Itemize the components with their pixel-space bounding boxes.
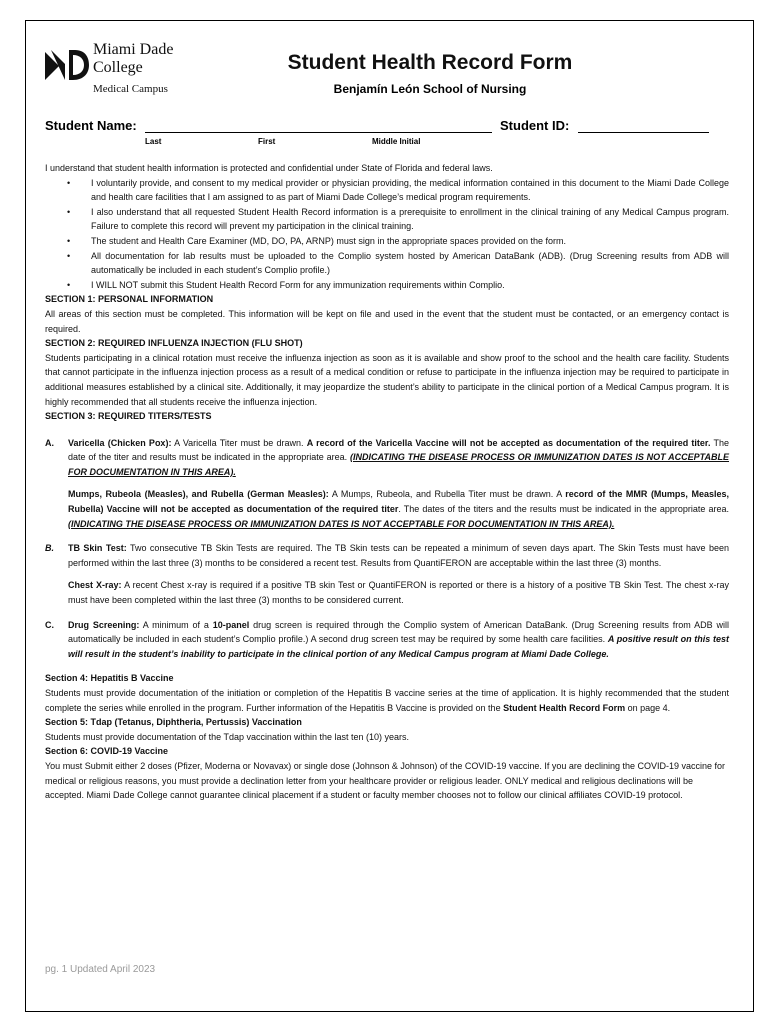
last-name-caption: Last: [145, 137, 162, 146]
xray-paragraph: [68, 578, 729, 607]
section3-item-b: [45, 541, 729, 607]
section4-heading: Section 4: Hepatitis B Vaccine: [45, 673, 174, 684]
logo-text-line2: College: [93, 59, 143, 76]
xray-text: A recent Chest x-ray is required if a positive TB skin Test or QuantiFERON is reported or there is a history of a positive TB Skin Test. The chest x-ray must have been completed within the last three (3) months to be considered current.: [68, 580, 730, 606]
middle-initial-caption: Middle Initial: [372, 137, 421, 146]
student-name-label: Student Name:: [45, 118, 137, 133]
logo-text-line1: Miami Dade: [93, 41, 174, 58]
drug-text1: A minimum of a: [139, 619, 213, 630]
list-item: • All documentation for lab results must be uploaded to the Complio system hosted by American DataBank (ADB). (Drug Screening results from ADB will automatically be included in each student’s Complio profile.): [91, 249, 729, 278]
section3-item-a: [45, 436, 729, 532]
drug-bold: 10-panel: [212, 619, 250, 630]
college-logo: [45, 40, 195, 100]
varicella-bold: A record of the Varicella Vaccine will not be accepted as documentation of the required titer.: [306, 437, 711, 448]
list-item: • I also understand that all requested Student Health Record information is a prerequisite to enrollment in the clinical training of any Medical Campus program. Failure to complete this record will prevent my participation in the clinical training.: [91, 205, 729, 234]
student-name-field[interactable]: [145, 132, 492, 133]
xray-title: Chest X-ray:: [68, 580, 122, 591]
page-subtitle: Benjamín León School of Nursing: [333, 82, 527, 96]
intro-text: I understand that student health information is protected and confidential under State of Florida and federal laws.: [45, 163, 493, 173]
section1-heading: SECTION 1: PERSONAL INFORMATION: [45, 294, 214, 305]
tb-title: TB Skin Test:: [68, 543, 127, 554]
section5-heading: Section 5: Tdap (Tetanus, Diphtheria, Pertussis) Vaccination: [45, 717, 302, 728]
mmr-bold: record of the MMR (Mumps, Measles, Rubella) Vaccine will not be accepted as documentation of the required titer: [68, 489, 729, 515]
mmr-text1: A Mumps, Rubeola, and Rubella Titer must be drawn. A: [328, 489, 566, 500]
list-item: • I WILL NOT submit this Student Health Record Form for any immunization requirements within Complio.: [91, 278, 729, 293]
mmr-title: Mumps, Rubeola (Measles), and Rubella (German Measles):: [68, 489, 329, 500]
consent-list: [45, 176, 729, 293]
varicella-note: (INDICATING THE DISEASE PROCESS OR IMMUNIZATION DATES IS NOT ACCEPTABLE FOR DOCUMENTATION IN THIS AREA).: [68, 452, 730, 477]
section4-text1: Students must provide documentation of the initiation or completion of the Hepatitis B vaccine series at the time of application. It is highly recommended that the student complete the series while enrolled in the program. Further information of the Hepatitis B Vaccine is provided on the: [45, 688, 729, 713]
item-b-label: B.: [45, 543, 54, 554]
item-a-label: A.: [45, 437, 54, 448]
first-name-caption: First: [258, 137, 276, 146]
tb-text: Two consecutive TB Skin Tests are required. The TB Skin tests can be repeated a minimum of seven days apart. The Skin Tests must have been performed within the last three (3) months to be considered a recent test. Results from QuantiFERON are acceptable within the last three (3) months.: [68, 543, 730, 568]
list-item: • The student and Health Care Examiner (MD, DO, PA, ARNP) must sign in the appropriate spaces provided on the form.: [91, 234, 729, 249]
drug-note: A positive result on this test will result in the student’s inability to participate in the clinical portion of any Medical Campus program at Miami Dade College.: [68, 634, 730, 659]
section4-text: [45, 686, 729, 715]
page-footer: pg. 1 Updated April 2023: [45, 964, 156, 975]
section4-bold: Student Health Record Form: [503, 702, 626, 713]
student-id-label: Student ID:: [500, 118, 570, 133]
section2-heading: SECTION 2: REQUIRED INFLUENZA INJECTION (FLU SHOT): [45, 338, 303, 349]
drug-title: Drug Screening:: [68, 619, 140, 630]
section6-text: You must Submit either 2 doses (Pfizer, Moderna or Novavax) or single dose (Johnson & Johnson) of the COVID-19 vaccine. If you are declining the COVID-19 vaccine for medical or religious reasons, you must provide a declination letter from your healthcare provider or religious leader. ONLY medical and religious declinations will be accepted. Miami Dade College cannot guarantee clinical placement if a student or faculty member chooses not to follow our clinical affiliates COVID-19 protocol.: [45, 760, 726, 801]
varicella-text2: The date of the titer and results must be indicated in the appropriate area.: [68, 437, 729, 463]
md-logo-icon: [45, 46, 89, 82]
section1-text: All areas of this section must be completed. This information will be kept on file and used in the event that the student must be contacted, or an emergency contact is required.: [45, 308, 729, 334]
page-title: Student Health Record Form: [287, 51, 573, 74]
section3-heading: SECTION 3: REQUIRED TITERS/TESTS: [45, 411, 212, 422]
section4-text2: on page 4.: [625, 702, 671, 713]
varicella-text1: A Varicella Titer must be drawn.: [171, 437, 307, 448]
section6-heading: Section 6: COVID-19 Vaccine: [45, 746, 169, 757]
mmr-text2: . The dates of the titers and the results must be indicated in the appropriate area.: [398, 504, 729, 515]
drug-text2: drug screen is required through the Complio system of American DataBank. (Drug Screening results from ADB will automatically be included in each student’s Complio profile.) A second drug screen test may be required by some health care facilities.: [68, 619, 730, 645]
logo-text-line3: Medical Campus: [93, 83, 168, 95]
form-body: [45, 161, 729, 803]
section2-text: Students participating in a clinical rotation must receive the influenza injection as soon as it is available and show proof to the school and the health care facility. Students that cannot participate in the influenza injection process as a result of a medical condition or refuse to participate in the influenza injection may be required to participate in additional measures established by a clinical site. Additionally, it may jeopardize the student’s ability to participate in the clinical portion of a Medical Campus program. It is highly recommended that all students receive the influenza injection.: [45, 352, 729, 407]
list-item: • I voluntarily provide, and consent to my medical provider or physician providing, the medical information contained in this document to the Miami Dade College and health care facilities that I am assigned to as part of Miami Dade College’s medical program requirements.: [91, 176, 729, 205]
mmr-note: (INDICATING THE DISEASE PROCESS OR IMMUNIZATION DATES IS NOT ACCEPTABLE FOR DOCUMENTATION IN THIS AREA).: [68, 518, 615, 529]
student-id-field[interactable]: [578, 132, 709, 133]
section5-text: Students must provide documentation of the Tdap vaccination within the last ten (10) years.: [45, 731, 410, 742]
item-c-label: C.: [45, 619, 54, 630]
varicella-title: Varicella (Chicken Pox):: [68, 437, 172, 448]
section3-item-c: [45, 618, 729, 662]
mmr-paragraph: [68, 487, 729, 531]
